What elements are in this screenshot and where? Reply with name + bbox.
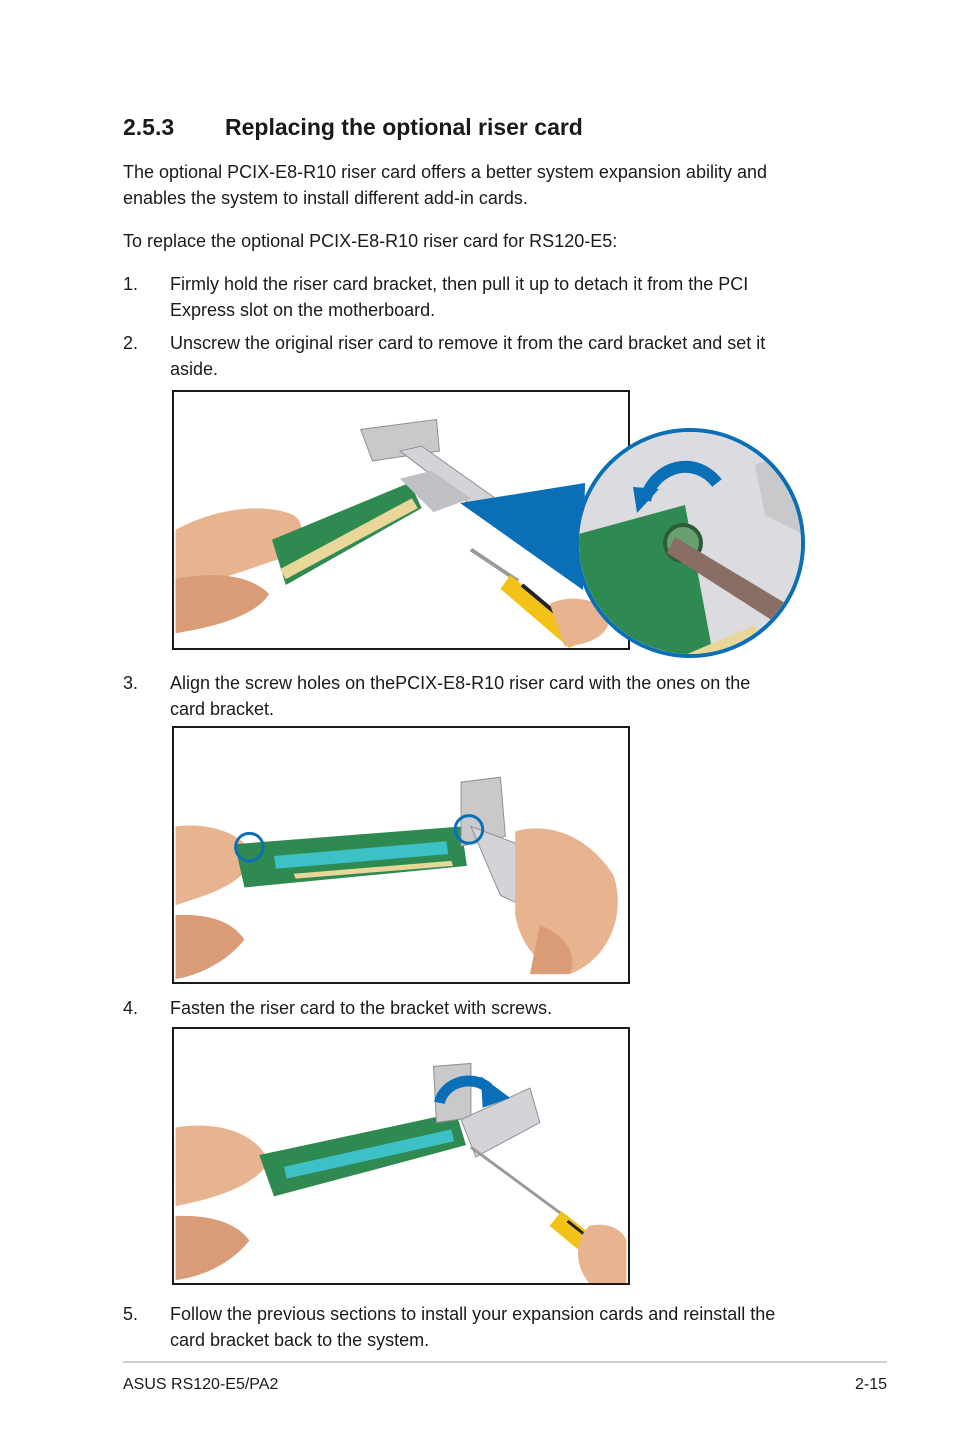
- figure-align-screw-holes: [172, 726, 630, 984]
- section-heading: [123, 114, 583, 141]
- step-text-line: Align the screw holes on thePCIX-E8-R10 riser card with the ones on the: [170, 673, 751, 693]
- section-title: Replacing the optional riser card: [225, 114, 583, 140]
- step-text-line: aside.: [170, 359, 219, 379]
- step-1: [123, 271, 833, 323]
- step-number: 5.: [123, 1304, 139, 1324]
- step-text-line: Follow the previous sections to install your expansion cards and reinstall the: [170, 1304, 776, 1324]
- figure-align-illustration: [174, 728, 628, 982]
- step-text-line: Express slot on the motherboard.: [170, 300, 436, 320]
- step-number: 2.: [123, 333, 139, 353]
- figure-fasten-riser-card: [172, 1027, 630, 1285]
- step-text-line: Unscrew the original riser card to remove it from the card bracket and set it: [170, 333, 766, 353]
- step-text-line: card bracket back to the system.: [170, 1330, 430, 1350]
- step-text-line: Firmly hold the riser card bracket, then pull it up to detach it from the PCI: [170, 274, 749, 294]
- step-2: [123, 330, 833, 382]
- step-number: 1.: [123, 274, 139, 294]
- lead-text: To replace the optional PCIX-E8-R10 riser card for RS120-E5:: [123, 231, 618, 251]
- intro-line-2: enables the system to install different add-in cards.: [123, 188, 528, 208]
- step-4: [123, 995, 833, 1021]
- figure-fasten-illustration: [174, 1029, 628, 1283]
- intro-paragraph: [123, 159, 833, 211]
- step-3: [123, 670, 833, 722]
- footer-product-name: ASUS RS120-E5/PA2: [123, 1376, 279, 1393]
- zoom-callout: [455, 425, 805, 665]
- footer-page-number: 2-15: [854, 1376, 887, 1393]
- footer-divider: [123, 1361, 887, 1363]
- intro-line-1: The optional PCIX-E8-R10 riser card offers a better system expansion ability and: [123, 162, 767, 182]
- section-number: 2.5.3: [123, 114, 175, 140]
- step-text-line: Fasten the riser card to the bracket with screws.: [170, 998, 553, 1018]
- step-number: 4.: [123, 998, 139, 1018]
- step-5: [123, 1301, 833, 1353]
- step-number: 3.: [123, 673, 139, 693]
- step-text-line: card bracket.: [170, 699, 275, 719]
